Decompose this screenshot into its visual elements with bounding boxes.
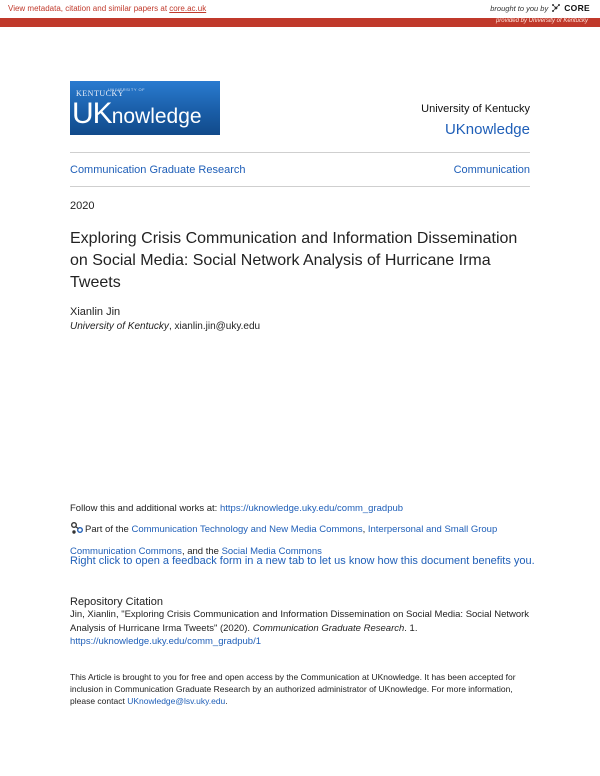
core-domain-link[interactable]: core.ac.uk bbox=[169, 4, 207, 13]
access-notice: This Article is brought to you for free and open access by the Communication at UKnowledge. It has been accepted for inclusion in Communication Graduate Research by an authorized administrator of UKnowledge. For more information, please contact UKnowledge@lsv.uky.edu. bbox=[70, 672, 516, 706]
part-of-commons: Part of the Communication Technology and New Media Commons, Interpersonal and Small Group Communication Commons, and the Social Media Commons bbox=[70, 520, 540, 561]
logo-kentucky: KENTUCKY bbox=[76, 89, 124, 98]
logo-university-of: UNIVERSITY OF bbox=[108, 87, 146, 92]
logo-wordmark: UKnowledge bbox=[72, 97, 202, 130]
repository-citation: Jin, Xianlin, "Exploring Crisis Communication and Information Dissemination on Social Media: Social Network Analysis of Hurricane Irma Tweets" (2020). Communication Graduate Research. 1. https://uknowledge.uky.edu/comm_gradpub/1 bbox=[70, 609, 530, 647]
collection-link-communication[interactable]: Communication bbox=[453, 164, 530, 176]
publication-year: 2020 bbox=[70, 200, 95, 212]
author-email: xianlin.jin@uky.edu bbox=[174, 321, 261, 332]
citation-series: Communication Graduate Research bbox=[252, 622, 405, 634]
core-metadata-link[interactable]: View metadata, citation and similar papers at core.ac.uk bbox=[8, 4, 207, 13]
citation-heading: Repository Citation bbox=[70, 596, 163, 608]
commons-link-social-media[interactable]: Social Media Commons bbox=[221, 546, 322, 557]
contact-email-link[interactable]: UKnowledge@lsv.uky.edu bbox=[127, 696, 226, 706]
core-brand: CORE bbox=[564, 3, 590, 13]
core-provided-bar bbox=[0, 18, 600, 27]
brought-to-you-text: brought to you by bbox=[490, 3, 549, 13]
follow-works-link[interactable]: https://uknowledge.uky.edu/comm_gradpub bbox=[219, 503, 404, 514]
citation-url[interactable]: https://uknowledge.uky.edu/comm_gradpub/1 bbox=[70, 636, 261, 647]
paper-title: Exploring Crisis Communication and Information Dissemination on Social Media: Social Network Analysis of Hurricane Irma Tweets bbox=[70, 230, 518, 291]
core-banner bbox=[0, 0, 600, 18]
network-share-icon bbox=[70, 521, 84, 542]
commons-link-interpersonal[interactable]: Interpersonal and Small Group Communication Commons bbox=[70, 524, 498, 557]
feedback-link[interactable]: Right click to open a feedback form in a new tab to let us know how this document benefits you. bbox=[70, 555, 535, 567]
affiliation-name: University of Kentucky bbox=[70, 321, 169, 332]
core-provided-by[interactable]: provided by University of Kentucky bbox=[495, 18, 588, 24]
author-name: Xianlin Jin bbox=[70, 306, 121, 318]
follow-works: Follow this and additional works at: https://uknowledge.uky.edu/comm_gradpub bbox=[70, 503, 404, 514]
commons-link-communication-technology[interactable]: Communication Technology and New Media Commons bbox=[131, 524, 363, 535]
divider-top bbox=[70, 152, 530, 153]
core-logo-icon bbox=[551, 3, 561, 13]
core-brought-by[interactable] bbox=[490, 3, 590, 13]
collection-link-graduate-research[interactable]: Communication Graduate Research bbox=[70, 164, 246, 176]
divider-bottom bbox=[70, 186, 530, 187]
institution-name: University of Kentucky bbox=[421, 103, 530, 115]
repository-name[interactable]: UKnowledge bbox=[444, 121, 530, 138]
uknowledge-logo[interactable] bbox=[70, 81, 220, 135]
author-affiliation: University of Kentucky, xianlin.jin@uky.edu bbox=[70, 321, 261, 332]
